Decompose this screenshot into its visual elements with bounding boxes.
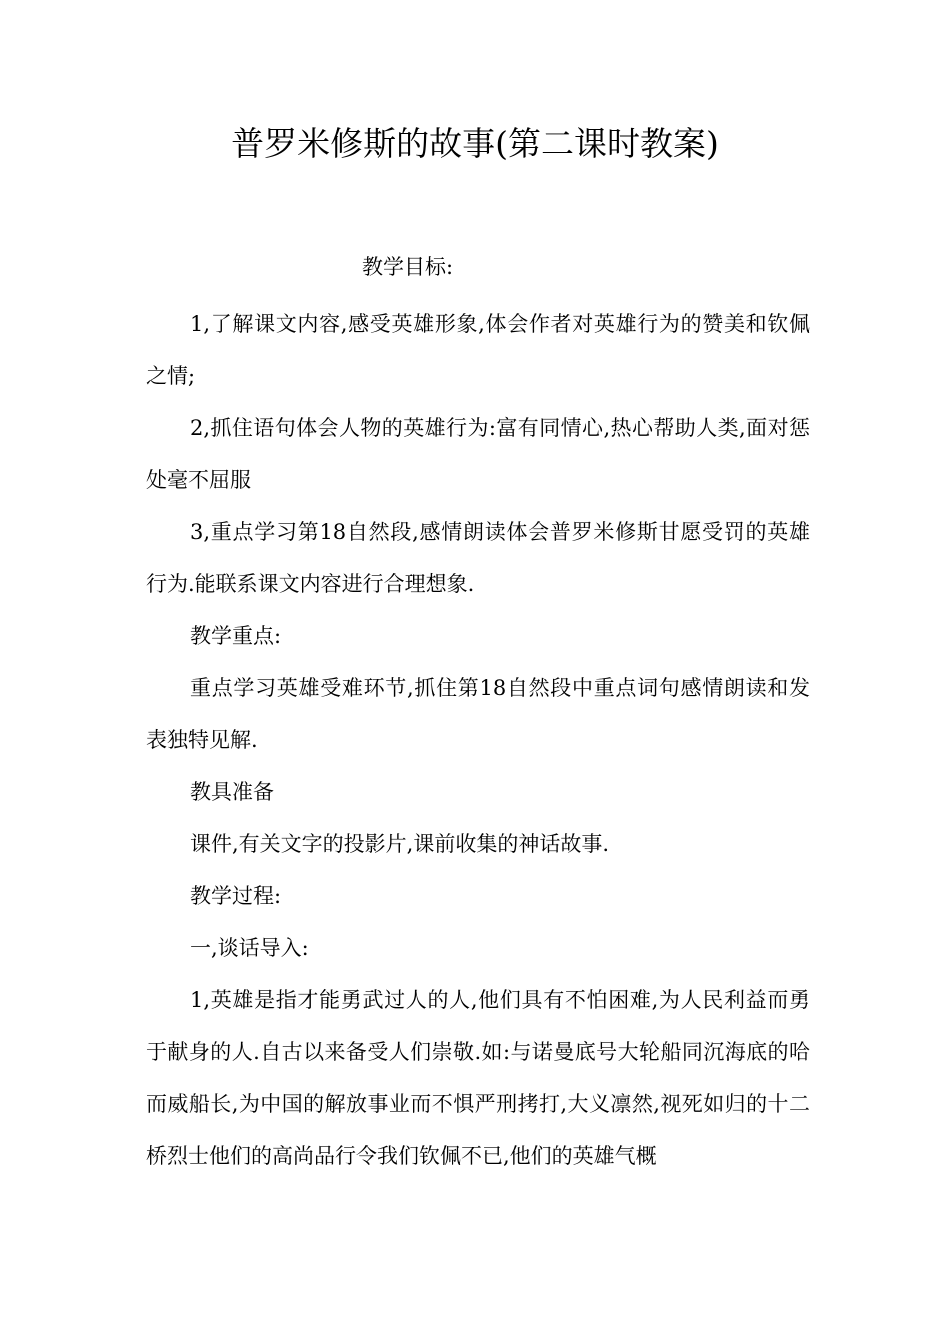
document-body bbox=[146, 298, 810, 1182]
paragraph: 1,了解课文内容,感受英雄形象,体会作者对英雄行为的赞美和钦佩之情; bbox=[146, 312, 810, 388]
paragraph: 3,重点学习第18自然段,感情朗读体会普罗米修斯甘愿受罚的英雄行为.能联系课文内容进行合理想象. bbox=[146, 520, 810, 596]
section-heading: 教具准备 bbox=[190, 780, 274, 804]
objectives-heading: 教学目标: bbox=[362, 255, 454, 279]
paragraph: 课件,有关文字的投影片,课前收集的神话故事. bbox=[190, 832, 610, 856]
document-title: 普罗米修斯的故事(第二课时教案) bbox=[231, 124, 719, 163]
paragraph: 2,抓住语句体会人物的英雄行为:富有同情心,热心帮助人类,面对惩处毫不屈服 bbox=[146, 416, 810, 492]
section-heading: 一,谈话导入: bbox=[190, 936, 309, 960]
paragraph: 1,英雄是指才能勇武过人的人,他们具有不怕困难,为人民利益而勇于献身的人.自古以来备受人们崇敬.如:与诺曼底号大轮船同沉海底的哈而威船长,为中国的解放事业而不惧严刑拷打,大义凛然,视死如归的十二桥烈士他们的高尚品行令我们钦佩不已,他们的英雄气概 bbox=[146, 988, 810, 1168]
section-heading: 教学重点: bbox=[190, 624, 282, 648]
paragraph: 重点学习英雄受难环节,抓住第18自然段中重点词句感情朗读和发表独特见解. bbox=[146, 676, 810, 752]
section-heading: 教学过程: bbox=[190, 884, 282, 908]
